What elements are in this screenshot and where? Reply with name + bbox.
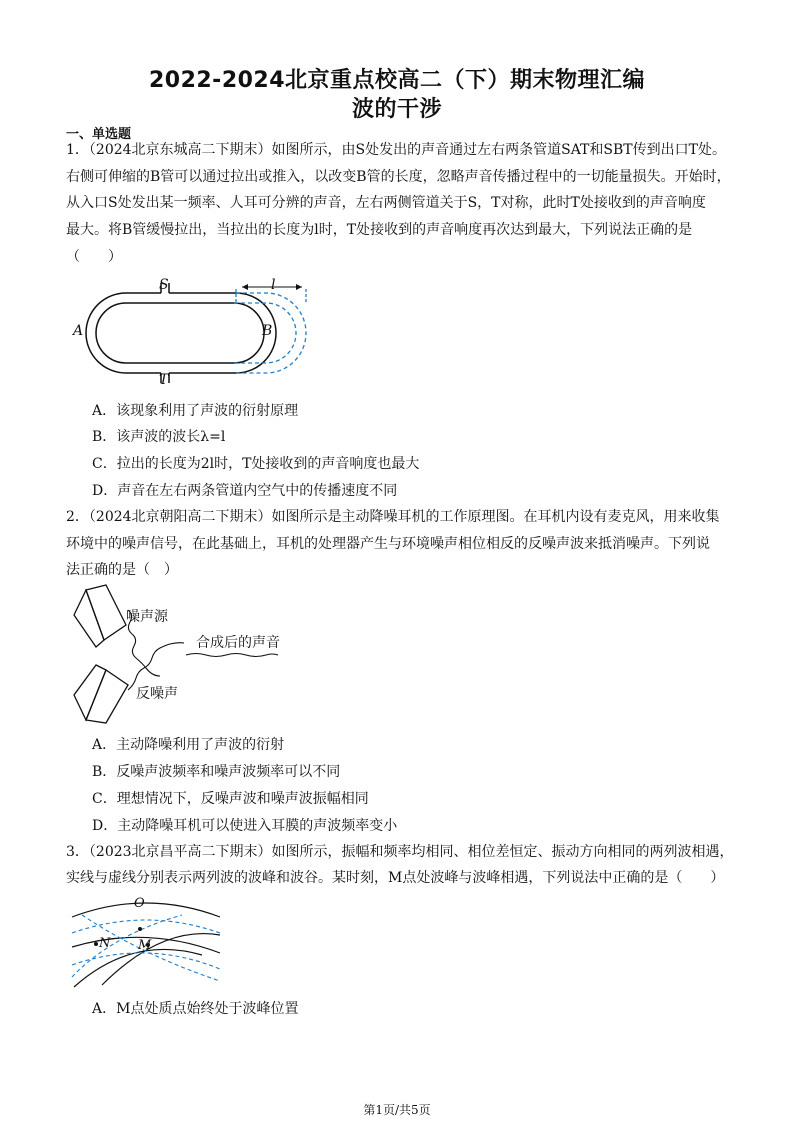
label-combined-sound: 合成后的声音: [196, 635, 280, 651]
q2-line1: 2．（2024北京朝阳高二下期末）如图所示是主动降噪耳机的工作原理图。在耳机内设有麦克风，用来收集: [66, 509, 720, 525]
pipe-inner: [96, 303, 264, 363]
q1-line3: 从入口S处发出某一频率、人耳可分辨的声音，左右两侧管道关于S，T对称，此时T处接收到的声音响度: [66, 195, 706, 211]
label-l: l: [271, 277, 276, 293]
doc-title-line1: 2022-2024北京重点校高二（下）期末物理汇编: [148, 68, 646, 93]
q1-pipe-figure: [66, 275, 326, 390]
q2-option-c: C．理想情况下，反噪声波和噪声波振幅相同: [92, 791, 369, 807]
label-noise-source: 噪声源: [126, 609, 168, 625]
q2-option-b: B．反噪声波频率和噪声波频率可以不同: [92, 764, 341, 780]
q2-line2: 环境中的噪声信号，在此基础上，耳机的处理器产生与环境噪声相位相反的反噪声波来抵消噪声。下列说: [66, 536, 710, 552]
q1-option-c: C．拉出的长度为2l时，T处接收到的声音响度也最大: [92, 456, 420, 472]
label-O: O: [134, 896, 145, 911]
q1-option-a: A．该现象利用了声波的衍射原理: [92, 403, 299, 419]
q2-line3: 法正确的是（ ）: [66, 562, 178, 578]
q1-line4: 最大。将B管缓慢拉出，当拉出的长度为l时，T处接收到的声音响度再次达到最大，下列说法正确的是: [66, 222, 693, 238]
section-heading: 一、单选题: [66, 127, 132, 142]
q3-line2: 实线与虚线分别表示两列波的波峰和波谷。某时刻，M点处波峰与波峰相遇，下列说法中正确的是（ ）: [66, 870, 725, 886]
label-S: S: [159, 277, 169, 293]
label-N: N: [99, 936, 111, 951]
doc-title-line2: 波的干涉: [351, 97, 442, 122]
q1-line5: （ ）: [66, 249, 122, 265]
combined-wave: [186, 654, 278, 657]
label-B: B: [262, 323, 273, 339]
label-T: T: [159, 372, 169, 388]
q3-option-a: A．M点处质点始终处于波峰位置: [92, 1001, 299, 1017]
q2-headphone-figure: [66, 585, 296, 725]
label-M: M: [138, 938, 152, 953]
label-A: A: [73, 323, 84, 339]
label-anti-noise: 反噪声: [136, 686, 178, 702]
q2-option-a: A．主动降噪利用了声波的衍射: [92, 737, 285, 753]
q1-option-b: B．该声波的波长λ=l: [92, 429, 226, 445]
page-footer: 第1页/共5页: [363, 1103, 431, 1117]
q1-option-d: D．声音在左右两条管道内空气中的传播速度不同: [92, 483, 398, 499]
q3-line1: 3．（2023北京昌平高二下期末）如图所示，振幅和频率均相同、相位差恒定、振动方向相同的两列波相遇，: [66, 844, 734, 860]
q1-line2: 右侧可伸缩的B管可以通过拉出或推入，以改变B管的长度，忽略声音传播过程中的一切能量损失。开始时，: [66, 169, 731, 185]
q1-line1: 1．（2024北京东城高二下期末）如图所示，由S处发出的声音通过左右两条管道SAT和SBT传到出口T处。: [66, 142, 726, 158]
q2-option-d: D．主动降噪耳机可以使进入耳膜的声波频率变小: [92, 818, 398, 834]
